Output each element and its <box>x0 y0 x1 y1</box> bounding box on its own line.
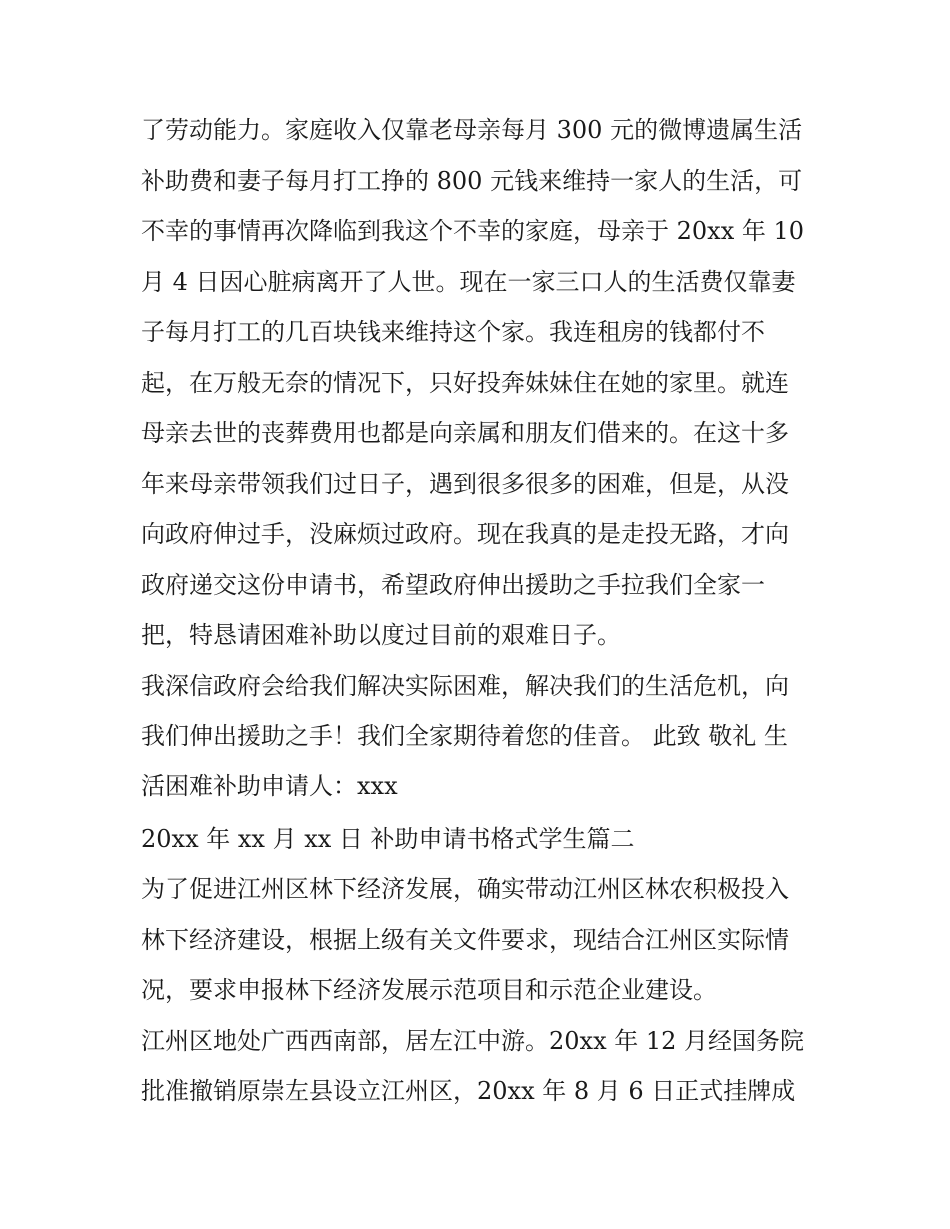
text-line: 补助费和妻子每月打工挣的 800 元钱来维持一家人的生活，可 <box>141 167 803 195</box>
text-line: 子每月打工的几百块钱来维持这个家。我连租房的钱都付不 <box>141 318 765 346</box>
text-line: 政府递交这份申请书，希望政府伸出援助之手拉我们全家一 <box>141 571 765 599</box>
text-line: 了劳动能力。家庭收入仅靠老母亲每月 300 元的微博遗属生活 <box>141 116 803 144</box>
text-line: 把，特恳请困难补助以度过目前的艰难日子。 <box>141 621 621 649</box>
text-line: 向政府伸过手，没麻烦过政府。现在我真的是走投无路，才向 <box>141 520 789 548</box>
text-line: 为了促进江州区林下经济发展，确实带动江州区林农积极投入 <box>141 875 789 903</box>
text-line: 况，要求申报林下经济发展示范项目和示范企业建设。 <box>141 976 717 1004</box>
text-line: 年来母亲带领我们过日子，遇到很多很多的困难，但是，从没 <box>141 470 789 498</box>
text-line: 月 4 日因心脏病离开了人世。现在一家三口人的生活费仅靠妻 <box>141 268 796 296</box>
text-line: 江州区地处广西西南部，居左江中游。20xx 年 12 月经国务院 <box>141 1027 805 1055</box>
text-line: 批准撤销原崇左县设立江州区，20xx 年 8 月 6 日正式挂牌成 <box>141 1077 796 1105</box>
text-line: 我深信政府会给我们解决实际困难，解决我们的生活危机，向 <box>141 672 789 700</box>
text-line: 不幸的事情再次降临到我这个不幸的家庭，母亲于 20xx 年 10 <box>141 217 805 245</box>
text-line: 我们伸出援助之手！我们全家期待着您的佳音。 此致 敬礼 生 <box>141 722 788 750</box>
heading-line: 20xx 年 xx 月 xx 日 补助申请书格式学生篇二 <box>141 825 635 853</box>
text-line: 母亲去世的丧葬费用也都是向亲属和朋友们借来的。在这十多 <box>141 419 789 447</box>
text-line: 起，在万般无奈的情况下，只好投奔妹妹住在她的家里。就连 <box>141 369 789 397</box>
text-line: 林下经济建设，根据上级有关文件要求，现结合江州区实际情 <box>141 926 789 954</box>
text-line: 活困难补助申请人：xxx <box>141 772 398 800</box>
